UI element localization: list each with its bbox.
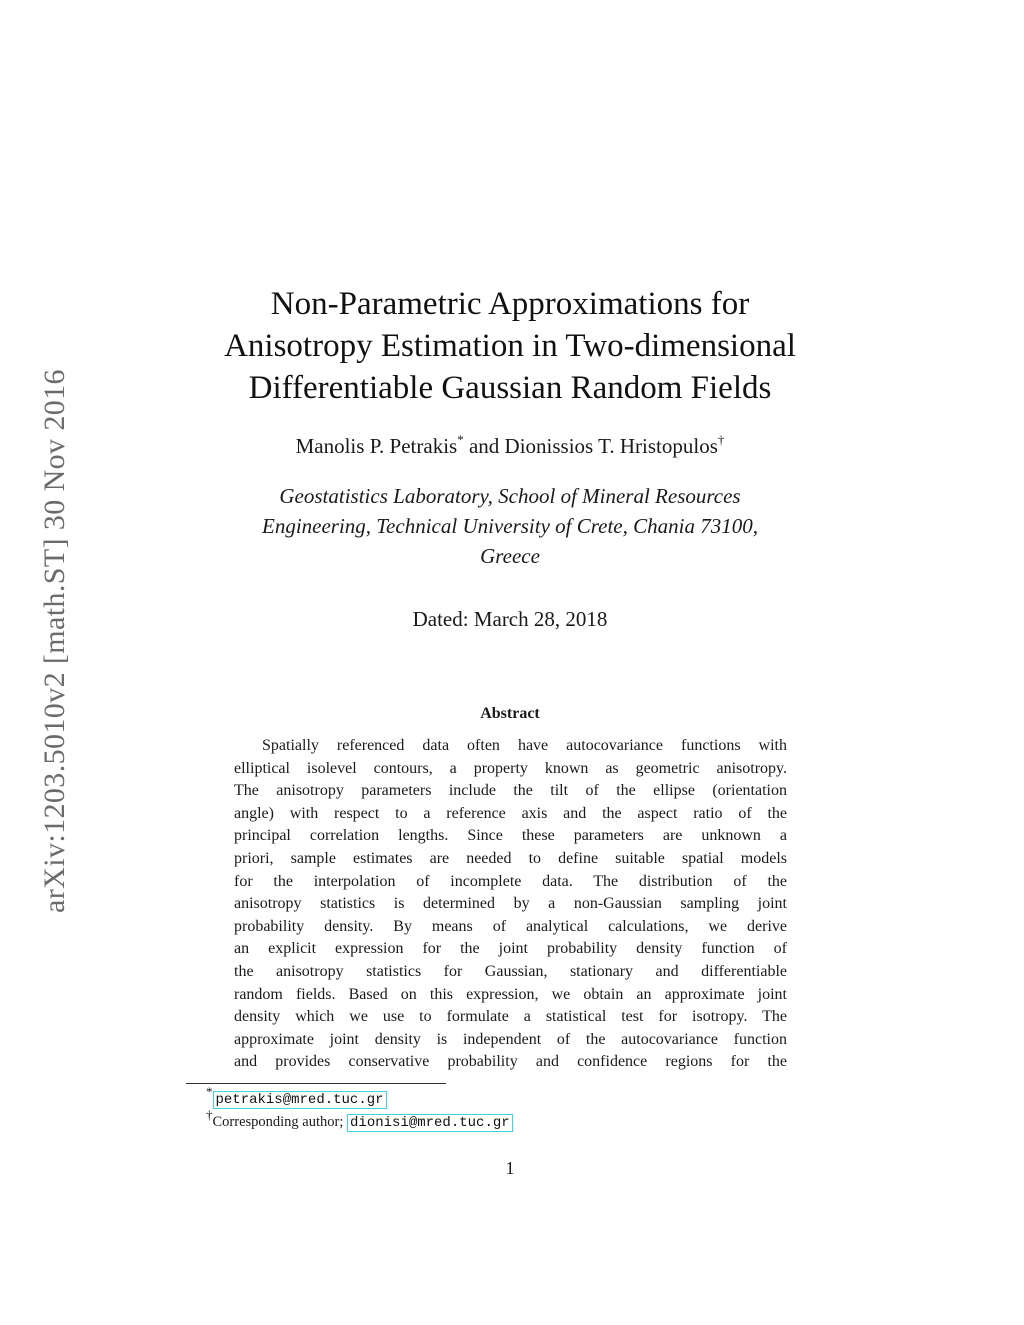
footnote-divider — [186, 1083, 446, 1084]
abstract-line: and provides conservative probability and confidence regions for the — [234, 1053, 787, 1071]
email-link-petrakis[interactable]: petrakis@mred.tuc.gr — [213, 1091, 387, 1109]
abstract-line: angle) with respect to a reference axis and the aspect ratio of the — [234, 804, 787, 822]
title-line: Non-Parametric Approximations for — [270, 286, 750, 322]
author-conjunction: and — [463, 434, 505, 458]
footnotes — [206, 1084, 513, 1134]
affiliation-line: Geostatistics Laboratory, School of Mineral Resources — [279, 484, 741, 508]
title-line: Anisotropy Estimation in Two-dimensional — [224, 328, 796, 364]
abstract-line: The anisotropy parameters include the tilt of the ellipse (orientation — [234, 782, 787, 800]
author-name: Dionissios T. Hristopulos — [504, 434, 718, 458]
arxiv-stamp-text: arXiv:1203.5010v2 [math.ST] 30 Nov 2016 — [38, 369, 72, 913]
arxiv-stamp — [34, 338, 76, 944]
abstract-line: density which we use to formulate a statistical test for isotropy. The — [234, 1008, 787, 1026]
author-footnote-mark: † — [717, 432, 725, 447]
abstract-line: anisotropy statistics is determined by a non-Gaussian sampling joint — [234, 895, 787, 913]
footnote-mark: † — [206, 1107, 213, 1123]
author-footnote-mark: * — [457, 432, 464, 447]
page-number: 1 — [505, 1158, 515, 1178]
abstract-line: Spatially referenced data often have autocovariance functions with — [262, 737, 787, 754]
abstract-line: priori, sample estimates are needed to define suitable spatial models — [234, 849, 787, 867]
abstract-heading: Abstract — [480, 705, 540, 722]
title-line: Differentiable Gaussian Random Fields — [248, 370, 772, 406]
affiliation-line: Greece — [480, 544, 540, 568]
abstract-line: for the interpolation of incomplete data. The distribution of the — [234, 872, 787, 890]
author-name: Manolis P. Petrakis — [295, 434, 458, 458]
abstract-line: probability density. By means of analytical calculations, we derive — [234, 917, 787, 935]
author-list — [190, 432, 830, 460]
abstract-body — [234, 735, 787, 1074]
abstract-line: elliptical isolevel contours, a property known as geometric anisotropy. — [234, 759, 787, 777]
affiliation-line: Engineering, Technical University of Crete, Chania 73100, — [262, 514, 758, 538]
abstract-line: approximate joint density is independent of the autocovariance function — [234, 1030, 787, 1048]
footnote-mark: * — [206, 1084, 213, 1100]
date-line: Dated: March 28, 2018 — [412, 607, 608, 631]
footnote-2 — [206, 1107, 513, 1134]
abstract-line: an explicit expression for the joint probability density function of — [234, 940, 787, 958]
abstract-line: random fields. Based on this expression, we obtain an approximate joint — [234, 985, 787, 1003]
footnote-label: Corresponding author; — [212, 1114, 348, 1130]
footnote-1 — [206, 1084, 513, 1111]
abstract-line: principal correlation lengths. Since these parameters are unknown a — [234, 827, 787, 845]
abstract-line: the anisotropy statistics for Gaussian, stationary and differentiable — [234, 962, 787, 980]
affiliation — [190, 481, 830, 571]
email-link-hristopulos[interactable]: dionisi@mred.tuc.gr — [347, 1114, 513, 1132]
paper-title — [190, 283, 830, 409]
